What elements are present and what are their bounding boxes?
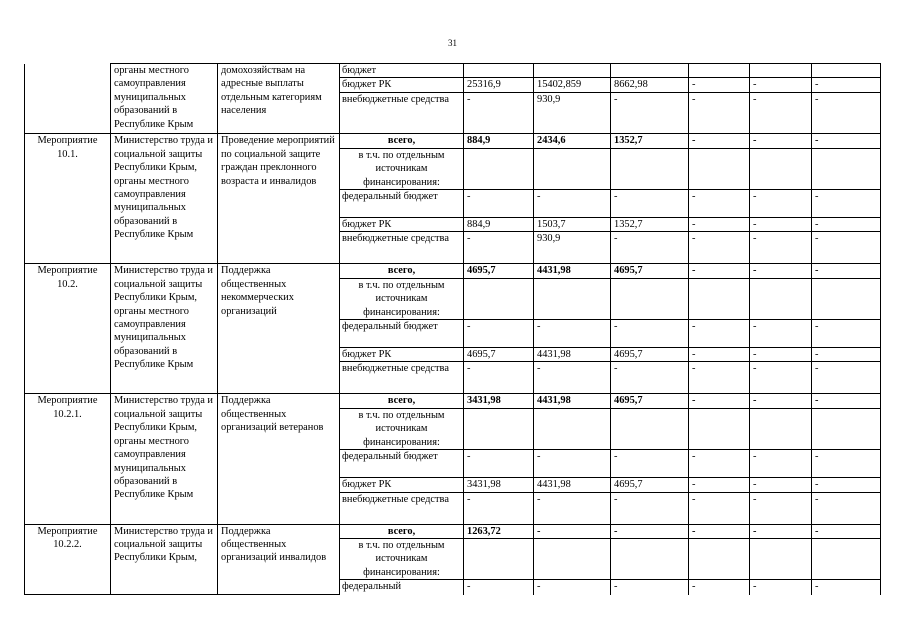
amount-cell: - xyxy=(611,492,689,524)
amount-cell: - xyxy=(611,362,689,394)
amount-cell: 3431,98 xyxy=(464,394,534,408)
amount-cell: - xyxy=(689,78,750,93)
amount-cell: - xyxy=(750,218,812,232)
funding-source-cell: в т.ч. по отдельным источникам финансирования: xyxy=(340,538,464,579)
amount-cell: 4431,98 xyxy=(534,348,611,362)
funding-source-cell: внебюджетные средства xyxy=(340,232,464,264)
amount-cell xyxy=(534,538,611,579)
executor-cell: Министерство труда и социальной защиты Республики Крым, органы местного самоуправления муниципальных образований в Республике Крым xyxy=(111,264,218,394)
amount-cell: - xyxy=(534,362,611,394)
amount-cell: - xyxy=(689,134,750,148)
description-cell: домохозяйствам на адресные выплаты отдельным категориям населения xyxy=(218,64,340,134)
funding-source-cell: федеральный бюджет xyxy=(340,450,464,478)
amount-cell: - xyxy=(611,580,689,595)
amount-cell xyxy=(689,538,750,579)
amount-cell: - xyxy=(812,78,881,93)
funding-source-cell: в т.ч. по отдельным источникам финансирования: xyxy=(340,278,464,319)
amount-cell: - xyxy=(689,394,750,408)
amount-cell: - xyxy=(812,580,881,595)
amount-cell xyxy=(812,278,881,319)
amount-cell: - xyxy=(812,450,881,478)
funding-source-cell: федеральный бюджет xyxy=(340,320,464,348)
funding-source-cell: в т.ч. по отдельным источникам финансирования: xyxy=(340,408,464,449)
amount-cell: - xyxy=(750,134,812,148)
amount-cell xyxy=(611,148,689,189)
funding-source-cell: бюджет xyxy=(340,64,464,78)
amount-cell: - xyxy=(812,190,881,218)
amount-cell: 4695,7 xyxy=(611,348,689,362)
table-row xyxy=(25,524,881,538)
amount-cell: 884,9 xyxy=(464,218,534,232)
amount-cell: - xyxy=(689,478,750,492)
amount-cell: - xyxy=(689,190,750,218)
amount-cell: 25316,9 xyxy=(464,78,534,93)
executor-cell: Министерство труда и социальной защиты Республики Крым, органы местного самоуправления муниципальных образований в Республике Крым xyxy=(111,394,218,524)
amount-cell: - xyxy=(812,218,881,232)
amount-cell: - xyxy=(611,320,689,348)
amount-cell xyxy=(464,408,534,449)
amount-cell: - xyxy=(534,450,611,478)
amount-cell xyxy=(750,64,812,78)
amount-cell: - xyxy=(611,524,689,538)
amount-cell xyxy=(812,538,881,579)
amount-cell: 4695,7 xyxy=(464,348,534,362)
measure-name: Мероприятие 10.2.2. xyxy=(25,524,111,595)
table-row xyxy=(25,134,881,148)
amount-cell xyxy=(611,64,689,78)
funding-source-cell: федеральный бюджет xyxy=(340,190,464,218)
amount-cell: 884,9 xyxy=(464,134,534,148)
amount-cell xyxy=(464,538,534,579)
funding-source-cell: бюджет РК xyxy=(340,478,464,492)
amount-cell: - xyxy=(534,524,611,538)
measure-name: Мероприятие 10.2. xyxy=(25,264,111,394)
amount-cell: 4695,7 xyxy=(611,478,689,492)
funding-source-cell: внебюджетные средства xyxy=(340,93,464,134)
amount-cell: 4431,98 xyxy=(534,264,611,278)
amount-cell: - xyxy=(464,362,534,394)
amount-cell: - xyxy=(534,580,611,595)
funding-source-cell: внебюджетные средства xyxy=(340,492,464,524)
amount-cell: - xyxy=(750,580,812,595)
amount-cell: - xyxy=(812,492,881,524)
table-row xyxy=(25,394,881,408)
amount-cell: - xyxy=(750,450,812,478)
amount-cell: - xyxy=(750,348,812,362)
amount-cell: - xyxy=(464,232,534,264)
amount-cell xyxy=(812,148,881,189)
amount-cell: - xyxy=(464,492,534,524)
table-row xyxy=(25,264,881,278)
amount-cell: - xyxy=(689,93,750,134)
amount-cell: - xyxy=(689,362,750,394)
amount-cell: - xyxy=(534,492,611,524)
amount-cell: - xyxy=(611,190,689,218)
amount-cell xyxy=(611,278,689,319)
amount-cell xyxy=(464,64,534,78)
amount-cell: - xyxy=(812,348,881,362)
funding-source-cell: всего, xyxy=(340,524,464,538)
amount-cell: - xyxy=(812,478,881,492)
amount-cell: - xyxy=(750,232,812,264)
amount-cell xyxy=(750,408,812,449)
amount-cell: 15402,859 xyxy=(534,78,611,93)
funding-source-cell: бюджет РК xyxy=(340,218,464,232)
amount-cell: - xyxy=(812,232,881,264)
amount-cell: - xyxy=(534,190,611,218)
amount-cell: - xyxy=(812,264,881,278)
amount-cell xyxy=(611,408,689,449)
description-cell: Поддержка общественных организаций ветеранов xyxy=(218,394,340,524)
measure-name xyxy=(25,64,111,134)
amount-cell: - xyxy=(750,362,812,394)
amount-cell xyxy=(750,538,812,579)
funding-source-cell: всего, xyxy=(340,264,464,278)
amount-cell xyxy=(750,148,812,189)
amount-cell xyxy=(534,64,611,78)
amount-cell: - xyxy=(750,264,812,278)
amount-cell xyxy=(534,148,611,189)
amount-cell: 3431,98 xyxy=(464,478,534,492)
funding-source-cell: в т.ч. по отдельным источникам финансирования: xyxy=(340,148,464,189)
page-number: 31 xyxy=(448,38,457,48)
amount-cell: - xyxy=(464,93,534,134)
measure-name: Мероприятие 10.1. xyxy=(25,134,111,264)
executor-cell: органы местного самоуправления муниципальных образований в Республике Крым xyxy=(111,64,218,134)
funding-source-cell: всего, xyxy=(340,394,464,408)
amount-cell: - xyxy=(689,232,750,264)
amount-cell: - xyxy=(689,218,750,232)
description-cell: Поддержка общественных некоммерческих организаций xyxy=(218,264,340,394)
amount-cell: - xyxy=(812,93,881,134)
amount-cell: - xyxy=(750,394,812,408)
amount-cell: 4431,98 xyxy=(534,394,611,408)
amount-cell: - xyxy=(689,450,750,478)
table-body xyxy=(25,64,881,595)
amount-cell: 2434,6 xyxy=(534,134,611,148)
amount-cell: - xyxy=(534,320,611,348)
amount-cell: - xyxy=(611,93,689,134)
amount-cell: - xyxy=(750,93,812,134)
amount-cell xyxy=(812,64,881,78)
amount-cell xyxy=(464,278,534,319)
funding-source-cell: внебюджетные средства xyxy=(340,362,464,394)
funding-source-cell: бюджет РК xyxy=(340,78,464,93)
measure-name: Мероприятие 10.2.1. xyxy=(25,394,111,524)
amount-cell: 1352,7 xyxy=(611,218,689,232)
amount-cell: - xyxy=(689,320,750,348)
amount-cell: 8662,98 xyxy=(611,78,689,93)
description-cell: Проведение мероприятий по социальной защите граждан преклонного возраста и инвалидов xyxy=(218,134,340,264)
amount-cell: - xyxy=(750,190,812,218)
amount-cell: - xyxy=(611,450,689,478)
amount-cell: - xyxy=(750,492,812,524)
amount-cell: - xyxy=(689,492,750,524)
amount-cell: - xyxy=(812,362,881,394)
amount-cell xyxy=(812,408,881,449)
amount-cell: - xyxy=(750,78,812,93)
table-row xyxy=(25,64,881,78)
amount-cell: 1352,7 xyxy=(611,134,689,148)
amount-cell xyxy=(689,408,750,449)
amount-cell: - xyxy=(812,394,881,408)
amount-cell: 4431,98 xyxy=(534,478,611,492)
amount-cell: - xyxy=(689,264,750,278)
executor-cell: Министерство труда и социальной защиты Республики Крым, органы местного самоуправления муниципальных образований в Республике Крым xyxy=(111,134,218,264)
amount-cell: - xyxy=(611,232,689,264)
executor-cell: Министерство труда и социальной защиты Республики Крым, xyxy=(111,524,218,595)
description-cell: Поддержка общественных организаций инвалидов xyxy=(218,524,340,595)
funding-source-cell: всего, xyxy=(340,134,464,148)
amount-cell: 930,9 xyxy=(534,232,611,264)
amount-cell: - xyxy=(750,478,812,492)
amount-cell: 930,9 xyxy=(534,93,611,134)
amount-cell: - xyxy=(750,524,812,538)
amount-cell xyxy=(464,148,534,189)
amount-cell: - xyxy=(812,134,881,148)
amount-cell xyxy=(534,408,611,449)
amount-cell xyxy=(689,148,750,189)
amount-cell: - xyxy=(689,524,750,538)
amount-cell: - xyxy=(464,320,534,348)
amount-cell xyxy=(750,278,812,319)
amount-cell: - xyxy=(689,348,750,362)
financing-table xyxy=(24,63,881,595)
amount-cell: - xyxy=(812,524,881,538)
amount-cell xyxy=(534,278,611,319)
amount-cell: 4695,7 xyxy=(611,394,689,408)
amount-cell xyxy=(611,538,689,579)
amount-cell: - xyxy=(689,580,750,595)
amount-cell: 4695,7 xyxy=(611,264,689,278)
amount-cell xyxy=(689,64,750,78)
amount-cell: 1503,7 xyxy=(534,218,611,232)
amount-cell: - xyxy=(750,320,812,348)
funding-source-cell: бюджет РК xyxy=(340,348,464,362)
amount-cell: - xyxy=(812,320,881,348)
amount-cell xyxy=(689,278,750,319)
amount-cell: 4695,7 xyxy=(464,264,534,278)
funding-source-cell: федеральный xyxy=(340,580,464,595)
amount-cell: - xyxy=(464,450,534,478)
amount-cell: 1263,72 xyxy=(464,524,534,538)
amount-cell: - xyxy=(464,580,534,595)
amount-cell: - xyxy=(464,190,534,218)
